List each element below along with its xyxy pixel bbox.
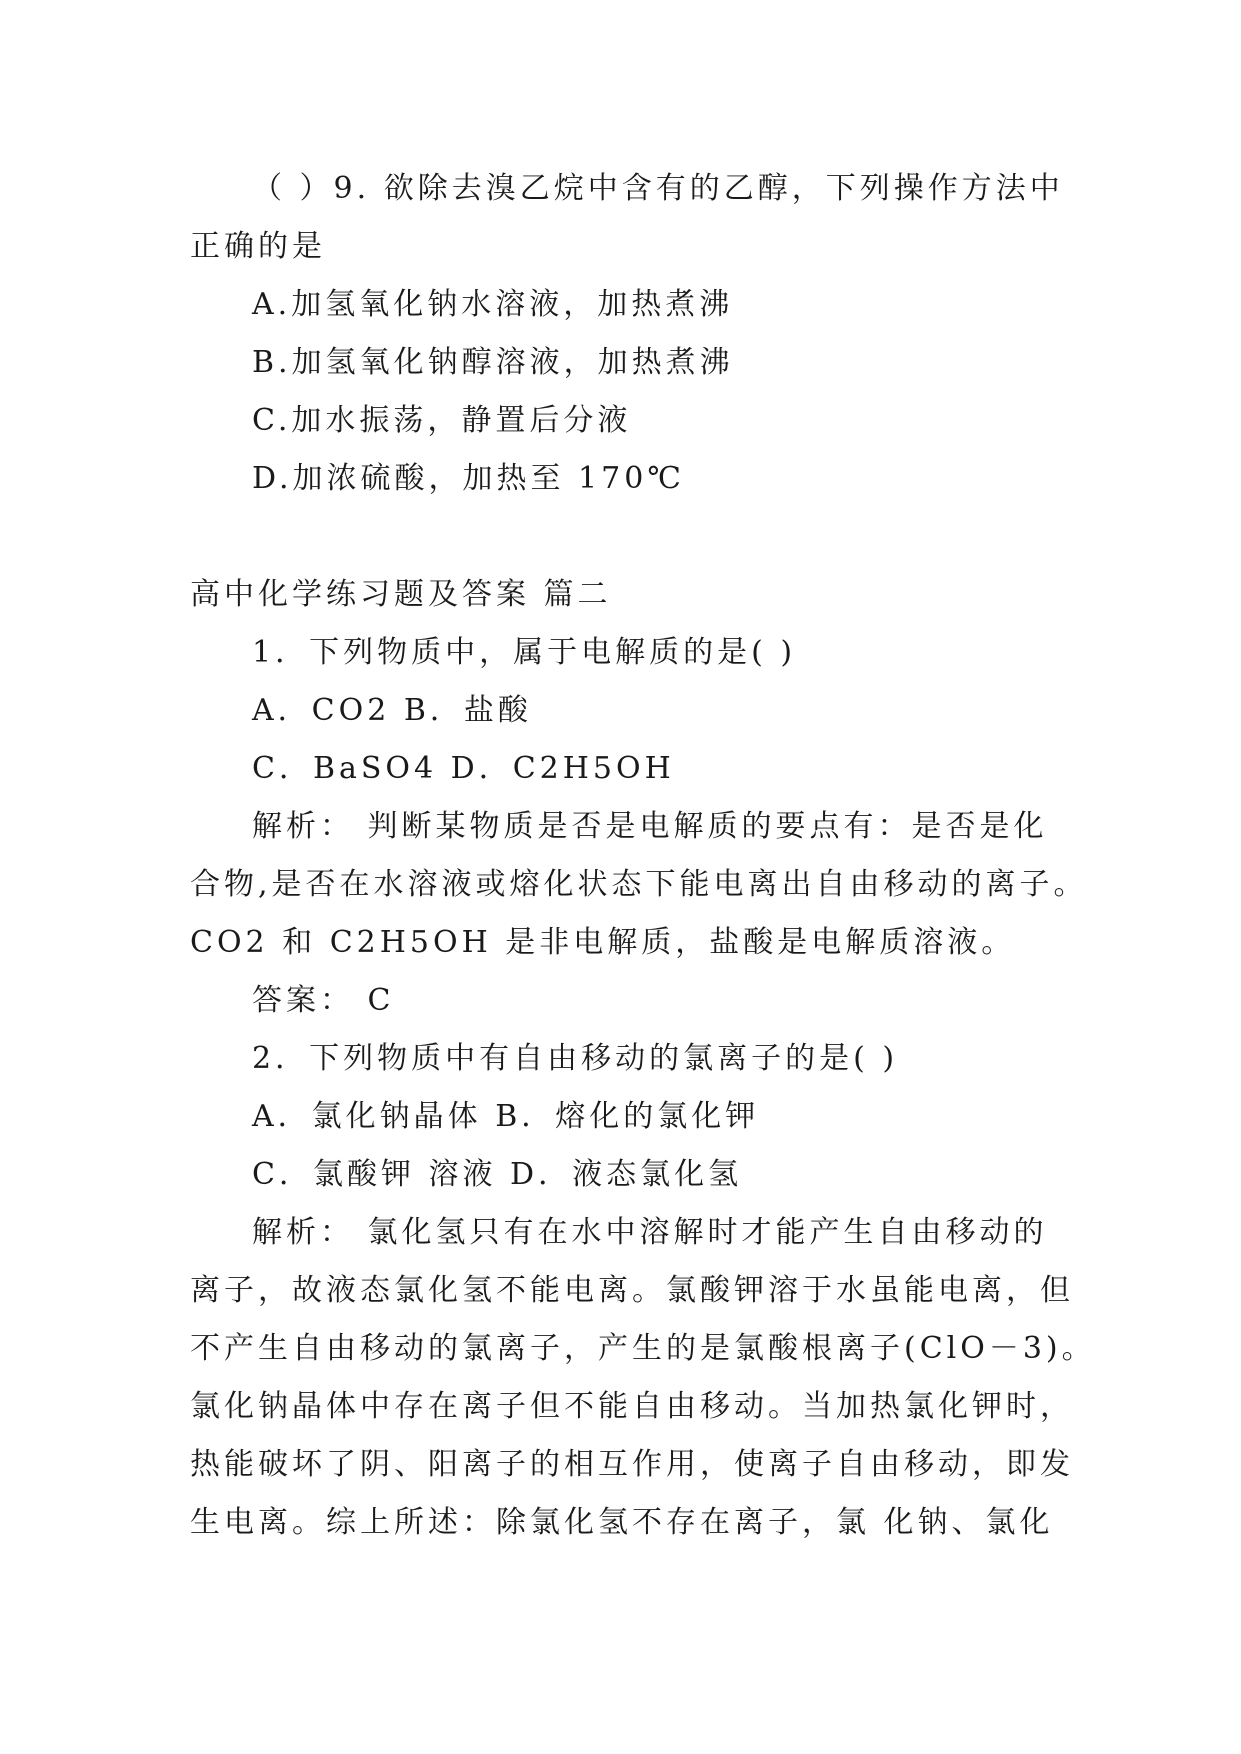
question-1-stem: 1．下列物质中，属于电解质的是( ) bbox=[252, 635, 797, 670]
section-spacer bbox=[190, 508, 1055, 566]
question-2-analysis-line-6: 生电离。综上所述：除氯化氢不存在离子，氯 化钠、氯化 bbox=[190, 1505, 1054, 1540]
question-9-stem-line-2: 正确的是 bbox=[190, 229, 326, 264]
question-2-analysis-line-1: 解析： 氯化氢只有在水中溶解时才能产生自由移动的 bbox=[252, 1215, 1048, 1250]
question-1-analysis-line-3: CO2 和 C2H5OH 是非电解质，盐酸是电解质溶液。 bbox=[190, 925, 1016, 960]
question-2-analysis-line-2: 离子，故液态氯化氢不能电离。氯酸钾溶于水虽能电离，但 bbox=[190, 1273, 1074, 1308]
question-9-option-c: C.加水振荡，静置后分液 bbox=[252, 403, 632, 438]
section-heading: 高中化学练习题及答案 篇二 bbox=[190, 577, 612, 612]
question-2-options-line-1: A．氯化钠晶体 B．熔化的氯化钾 bbox=[252, 1099, 760, 1134]
question-1-analysis-line-1: 解析： 判断某物质是否是电解质的要点有：是否是化 bbox=[252, 809, 1048, 844]
question-9-option-a: A.加氢氧化钠水溶液，加热煮沸 bbox=[252, 287, 734, 322]
question-9-option-b: B.加氢氧化钠醇溶液，加热煮沸 bbox=[252, 345, 734, 380]
document-body bbox=[190, 160, 1096, 1552]
question-2-analysis-line-5: 热能破坏了阴、阳离子的相互作用，使离子自由移动，即发 bbox=[190, 1447, 1074, 1482]
question-9-option-d: D.加浓硫酸，加热至 170℃ bbox=[252, 461, 685, 496]
question-2-analysis-line-3: 不产生自由移动的氯离子，产生的是氯酸根离子(ClO－3)。 bbox=[190, 1331, 1096, 1366]
question-9-stem-line-1: （ ）9. 欲除去溴乙烷中含有的乙醇，下列操作方法中 bbox=[252, 171, 1064, 206]
question-1-options-line-1: A．CO2 B．盐酸 bbox=[252, 693, 532, 728]
question-2-analysis-line-4: 氯化钠晶体中存在离子但不能自由移动。当加热氯化钾时， bbox=[190, 1389, 1074, 1424]
question-1-answer: 答案： C bbox=[252, 983, 395, 1018]
question-1-options-line-2: C．BaSO4 D．C2H5OH bbox=[252, 751, 675, 786]
question-2-stem: 2．下列物质中有自由移动的氯离子的是( ) bbox=[252, 1041, 899, 1076]
question-1-analysis-line-2: 合物,是否在水溶液或熔化状态下能电离出自由移动的离子。 bbox=[190, 867, 1088, 902]
question-2-options-line-2: C．氯酸钾 溶液 D．液态氯化氢 bbox=[252, 1157, 743, 1192]
